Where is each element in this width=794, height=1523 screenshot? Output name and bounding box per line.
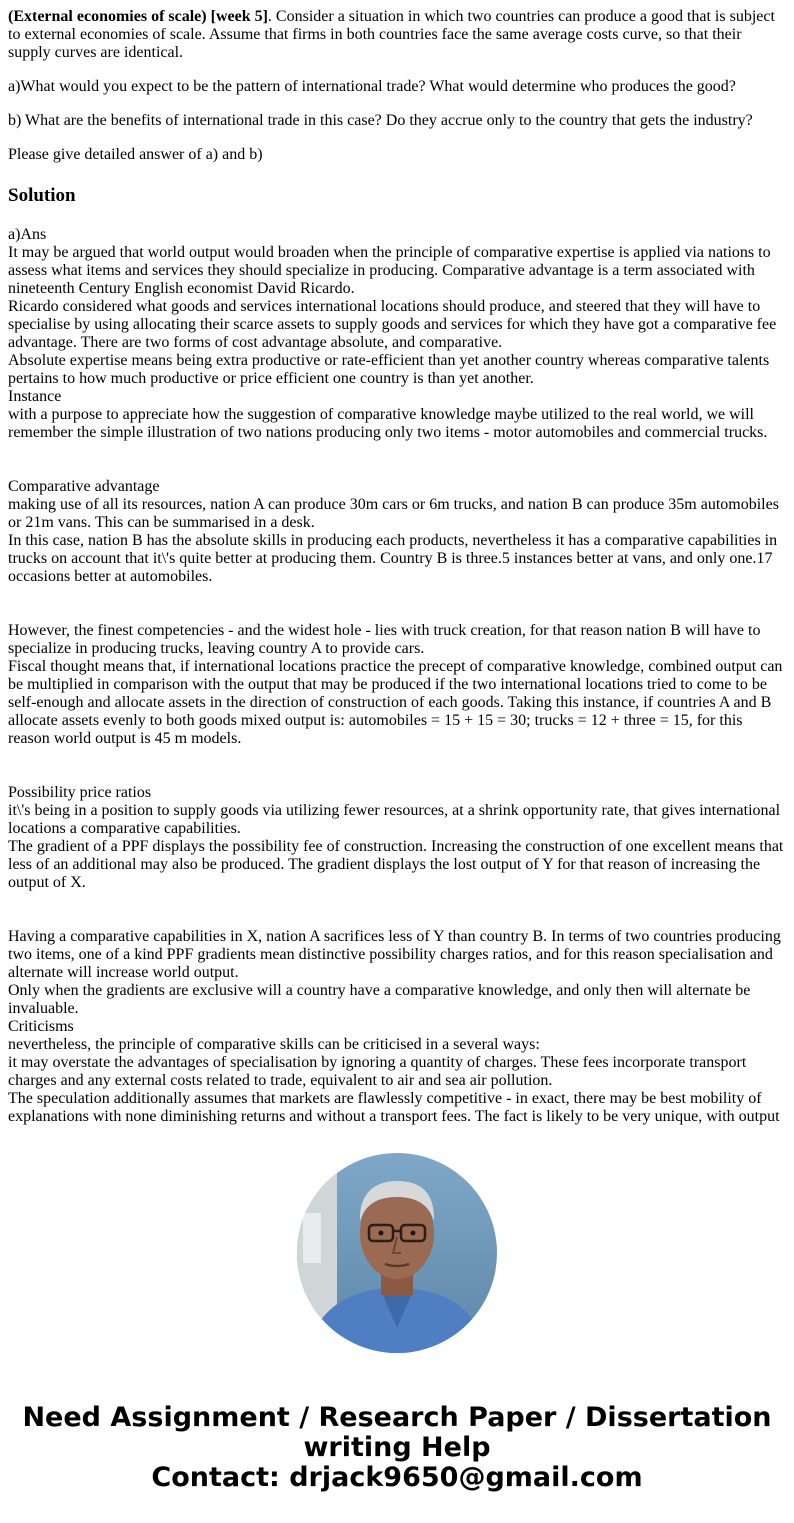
solution-line: nevertheless, the principle of comparative skills can be criticised in a several ways: <box>8 1036 540 1053</box>
solution-block-3 <box>8 622 786 748</box>
solution-subheading: Possibility price ratios <box>8 784 152 801</box>
solution-line: The gradient of a PPF displays the possibility fee of construction. Increasing the construction of one excellent means that less of an additional may also be produced. The gradient displays the lost output of Y for that reason of increasing the output of X. <box>8 838 784 891</box>
answer-label: a)Ans <box>8 226 47 243</box>
promo-line-2: writing Help <box>303 1432 491 1463</box>
document-body <box>8 8 786 1126</box>
solution-block-4 <box>8 784 786 892</box>
author-avatar <box>297 1153 497 1353</box>
solution-line: with a purpose to appreciate how the suggestion of comparative knowledge maybe utilized to the real world, we will remember the simple illustration of two nations producing only two items - motor automobiles and commercial trucks. <box>8 406 768 441</box>
promo-banner <box>0 1403 794 1493</box>
author-portrait-image <box>297 1153 497 1353</box>
solution-line: However, the finest competencies - and the widest hole - lies with truck creation, for that reason nation B will have to specialize in producing trucks, leaving country A to provide cars. <box>8 622 761 657</box>
solution-subheading: Criticisms <box>8 1018 74 1035</box>
promo-line-1: Need Assignment / Research Paper / Dissertation <box>22 1402 772 1433</box>
solution-heading: Solution <box>8 185 76 206</box>
solution-block-5 <box>8 928 786 1126</box>
solution-line: Only when the gradients are exclusive will a country have a comparative knowledge, and only then will alternate be invaluable. <box>8 982 751 1017</box>
solution-line: Ricardo considered what goods and services international locations should produce, and steered that they will have to specialise by using allocating their scarce assets to supply goods and services for which they have got a comparative fee advantage. There are two forms of cost advantage absolute, and comparative. <box>8 298 777 351</box>
question-title: (External economies of scale) [week 5] <box>8 8 268 25</box>
solution-line: In this case, nation B has the absolute skills in producing each products, nevertheless it has a comparative capabilities in trucks on account that it\'s quite better at producing them. Country B is three.5 instances better at vans, and only one.17 occasions better at automobiles. <box>8 532 778 585</box>
solution-line: it may overstate the advantages of specialisation by ignoring a quantity of charges. These fees incorporate transport charges and any external costs related to trade, equivalent to air and sea air pollution. <box>8 1054 747 1089</box>
question-paragraph <box>8 8 786 62</box>
solution-line: Absolute expertise means being extra productive or rate-efficient than yet another country whereas comparative talents pertains to how much productive or price efficient one country is than yet another. <box>8 352 770 387</box>
solution-line: making use of all its resources, nation A can produce 30m cars or 6m trucks, and nation B can produce 35m automobiles or 21m vans. This can be summarised in a desk. <box>8 496 779 531</box>
promo-contact: Contact: drjack9650@gmail.com <box>151 1462 643 1493</box>
question-intro: . Consider a situation in which two countries can produce a good that is subject to external economies of scale. Assume that firms in both countries face the same average costs curve, so that their supply curves are identical. <box>8 8 775 61</box>
solution-line: Having a comparative capabilities in X, nation A sacrifices less of Y than country B. In terms of two countries producing two items, one of a kind PPF gradients mean distinctive possibility charges ratios, and for this reason specialisation and alternate will increase world output. <box>8 928 781 981</box>
solution-line: it\'s being in a position to supply goods via utilizing fewer resources, at a shrink opportunity rate, that gives international locations a comparative capabilities. <box>8 802 781 837</box>
question-request: Please give detailed answer of a) and b) <box>8 146 263 163</box>
solution-block-1 <box>8 226 786 442</box>
solution-line: Fiscal thought means that, if international locations practice the precept of comparative knowledge, combined output can be multiplied in comparison with the output that may be produced if the two international locations tried to come to be self-enough and allocate assets in the direction of construction of each goods. Taking this instance, if countries A and B allocate assets evenly to both goods mixed output is: automobiles = 15 + 15 = 30; trucks = 12 + three = 15, for this reason world output is 45 m models. <box>8 658 783 747</box>
solution-line: It may be argued that world output would broaden when the principle of comparative expertise is applied via nations to assess what items and services they should specialize in producing. Comparative advantage is a term associated with nineteenth Century English economist David Ricardo. <box>8 244 771 297</box>
question-part-b: b) What are the benefits of international trade in this case? Do they accrue only to the country that gets the industry? <box>8 112 753 129</box>
solution-subheading: Instance <box>8 388 62 405</box>
question-part-a: a)What would you expect to be the pattern of international trade? What would determine who produces the good? <box>8 78 736 95</box>
solution-line: The speculation additionally assumes that markets are flawlessly competitive - in exact, there may be best mobility of explanations with none diminishing returns and without a transport fees. The fact is likely to be very unique, with output <box>8 1090 780 1125</box>
solution-subheading: Comparative advantage <box>8 478 160 495</box>
solution-block-2 <box>8 478 786 586</box>
